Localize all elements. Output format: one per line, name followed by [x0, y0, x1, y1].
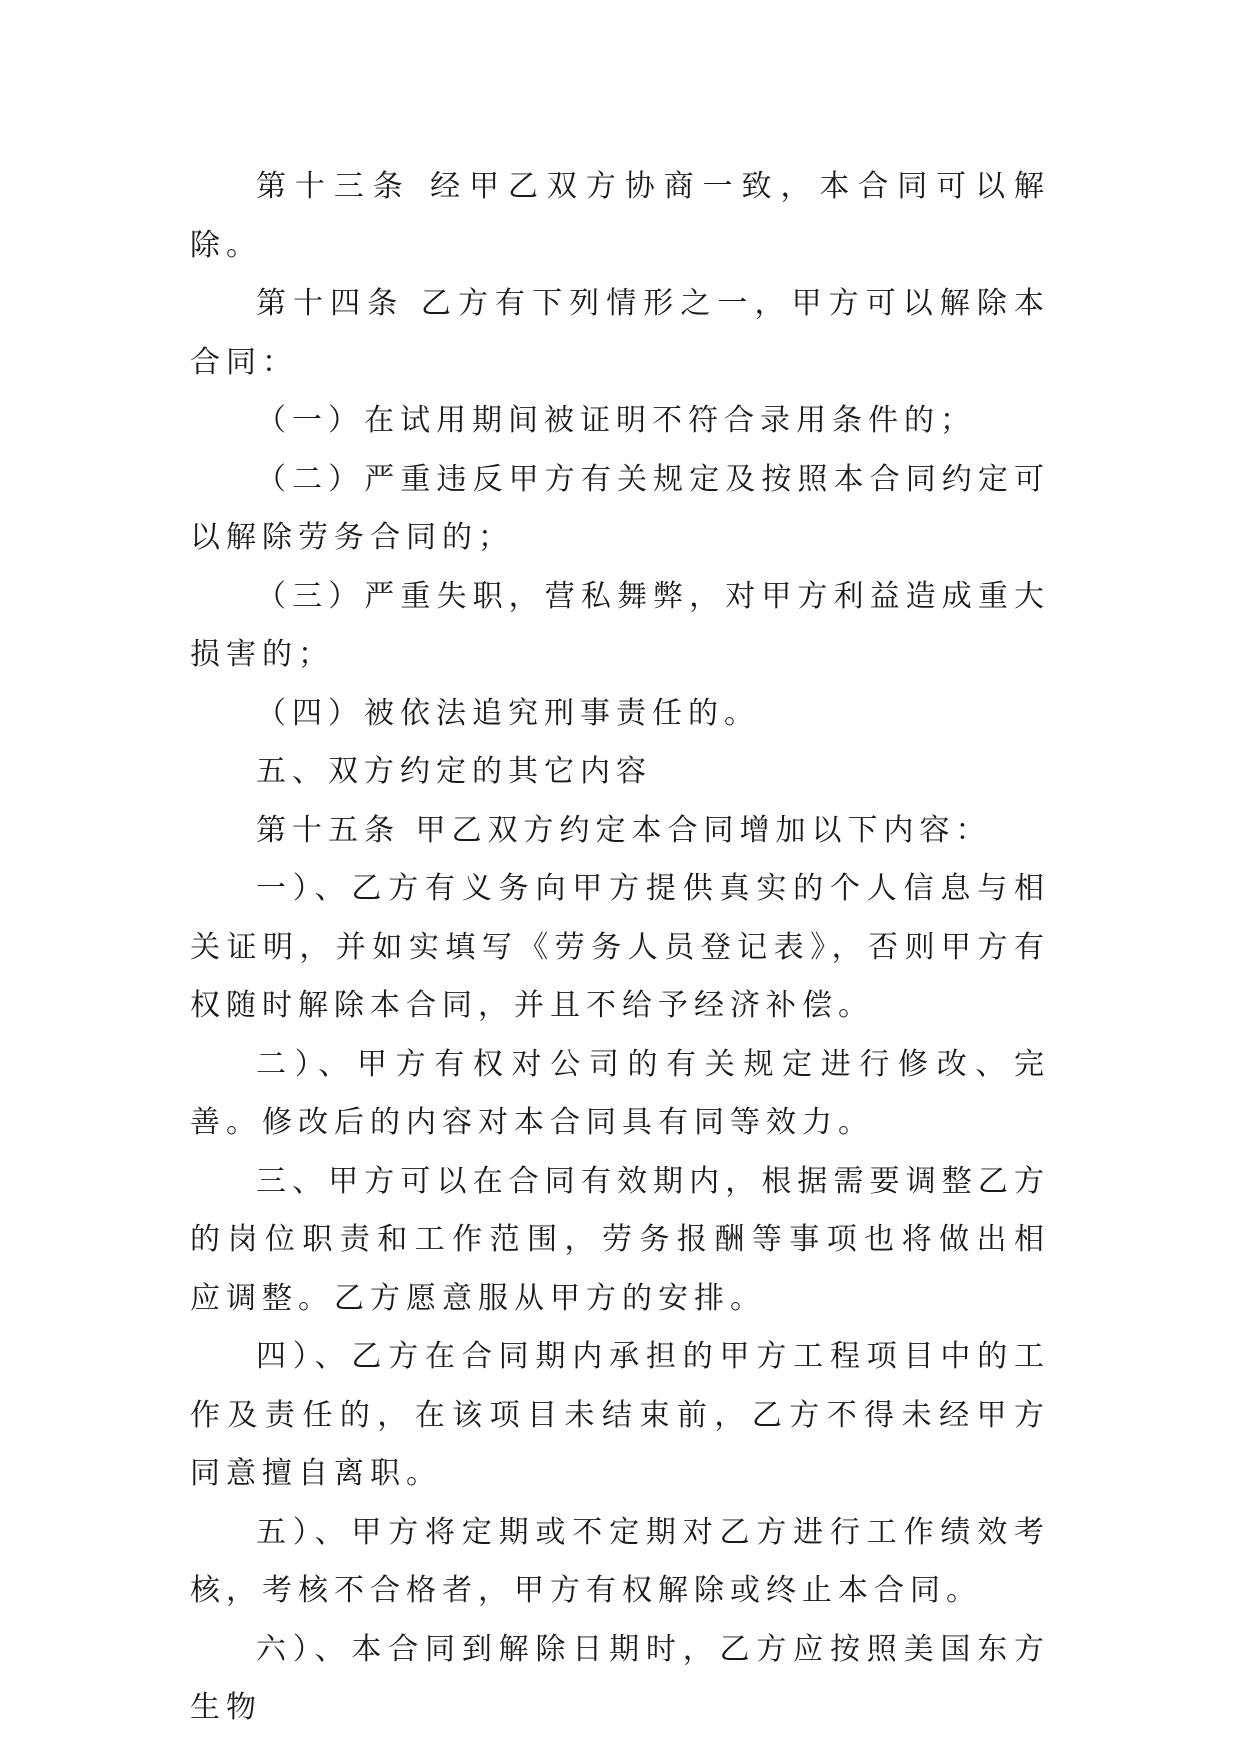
section-5-heading: 五、双方约定的其它内容: [256, 754, 652, 789]
article-15-item-5: 五）、甲方将定期或不定期对乙方进行工作绩效考核，考核不合格者，甲方有权解除或终止本合同。: [190, 1514, 1050, 1608]
article-15: 第十五条 甲乙双方约定本合同增加以下内容：: [256, 812, 992, 848]
document-body: [190, 158, 1050, 1738]
article-13: 第十三条 经甲乙双方协商一致，本合同可以解除。: [190, 169, 1050, 263]
article-14-item-4: （四）被依法追究刑事责任的。: [256, 695, 760, 731]
article-14: 第十四条 乙方有下列情形之一，甲方可以解除本合同：: [190, 286, 1050, 380]
article-15-item-4: 四）、乙方在合同期内承担的甲方工程项目中的工作及责任的，在该项目未结束前，乙方不得未经甲方同意擅自离职。: [190, 1339, 1050, 1491]
article-14-item-3: （三）严重失职，营私舞弊，对甲方利益造成重大损害的；: [190, 578, 1050, 672]
article-15-item-2: 二）、甲方有权对公司的有关规定进行修改、完善。修改后的内容对本合同具有同等效力。: [190, 1046, 1050, 1140]
article-15-item-3: 三、甲方可以在合同有效期内，根据需要调整乙方的岗位职责和工作范围，劳务报酬等事项也将做出相应调整。乙方愿意服从甲方的安排。: [190, 1163, 1050, 1316]
article-15-item-1: 一）、乙方有义务向甲方提供真实的个人信息与相关证明，并如实填写《劳务人员登记表》，否则甲方有权随时解除本合同，并且不给予经济补偿。: [190, 871, 1050, 1023]
article-15-item-6: 六）、本合同到解除日期时，乙方应按照美国东方生物: [190, 1631, 1050, 1725]
article-14-item-1: （一）在试用期间被证明不符合录用条件的；: [256, 403, 976, 438]
article-14-item-2: （二）严重违反甲方有关规定及按照本合同约定可以解除劳务合同的；: [190, 461, 1050, 555]
